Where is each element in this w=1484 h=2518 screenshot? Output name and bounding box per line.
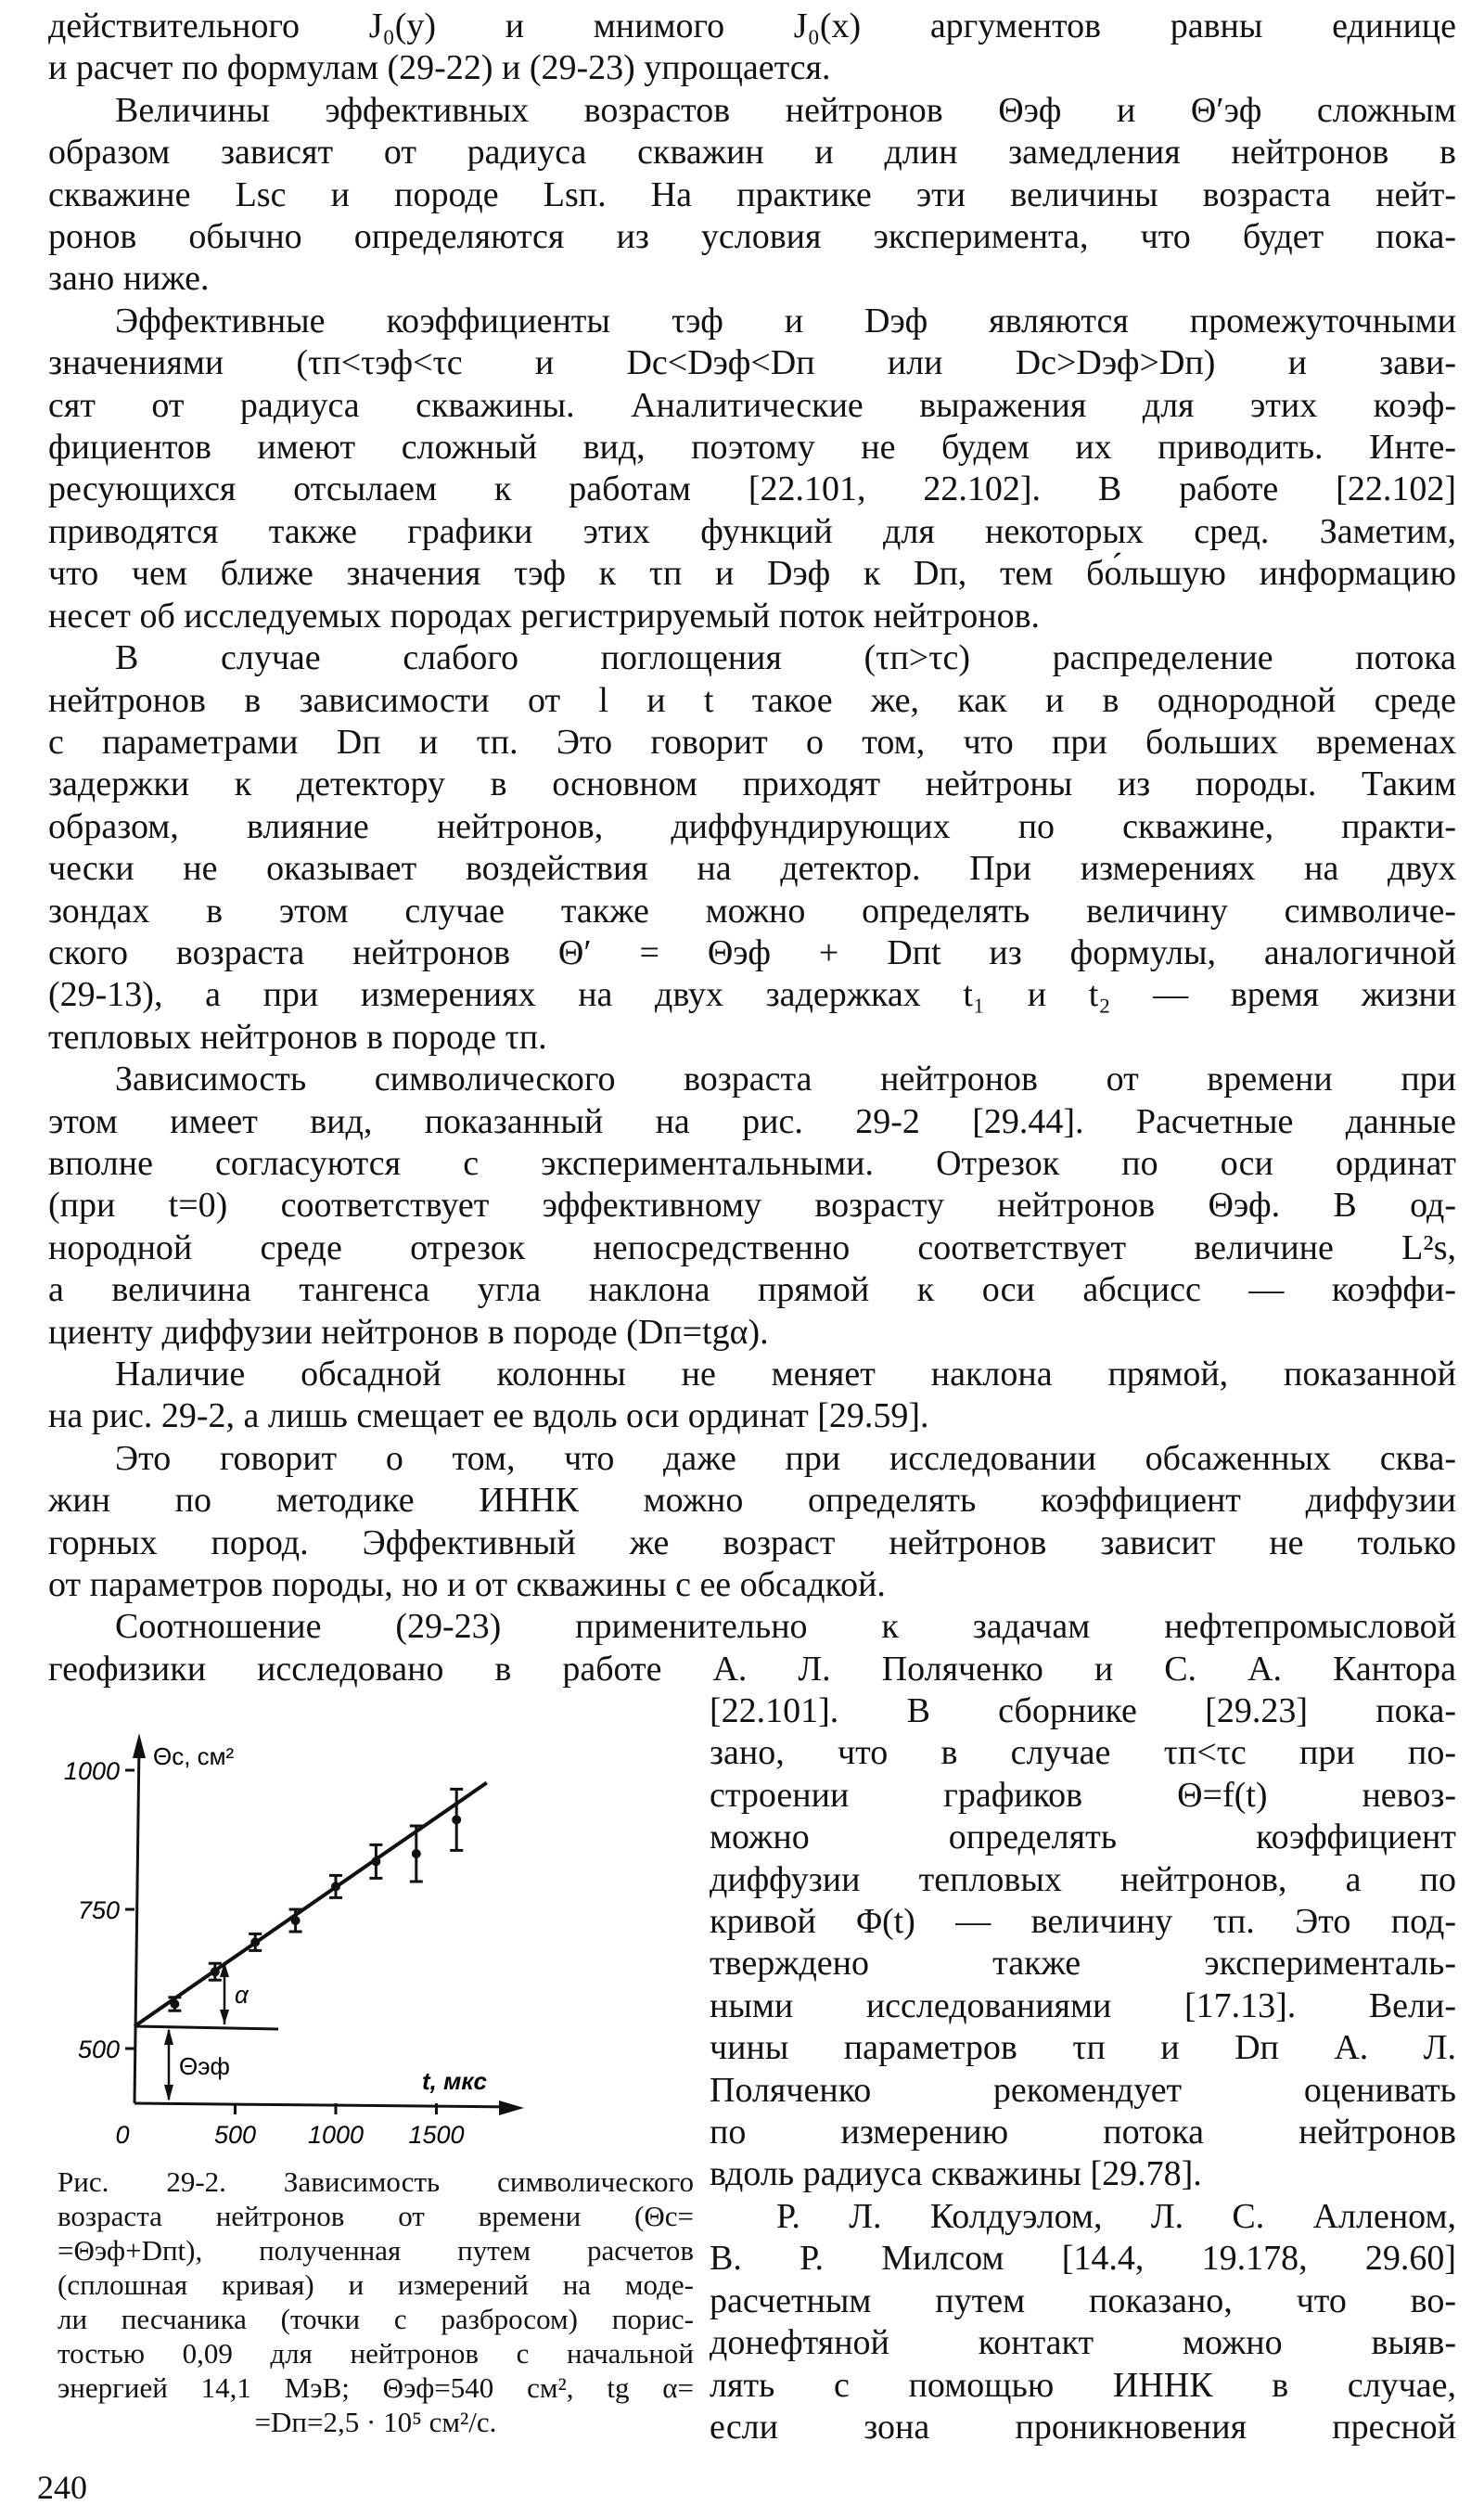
right-column-text [710, 1690, 1456, 2448]
text-line: скважине Lsc и породе Lsп. На практике эти величины возраста нейт- [48, 174, 1456, 214]
text-line: зано, что в случае τп<τс при по- [710, 1733, 1456, 1773]
text-line: этом имеет вид, показанный на рис. 29-2 [29.44]. Расчетные данные [48, 1101, 1456, 1141]
arrow-down-icon [220, 2010, 229, 2024]
fit-line [134, 1783, 487, 2027]
text-line: донефтяной контакт можно выяв- [710, 2323, 1456, 2363]
caption-line: энергией 14,1 МэВ; Θэф=540 см², tg α= [58, 2371, 694, 2404]
caption-line: ли песчаника (точки с разбросом) порис- [58, 2303, 694, 2335]
text-line: сят от радиуса скважины. Аналитические выражения для этих коэф- [48, 385, 1456, 425]
text-line: образом, влияние нейтронов, диффундирующих по скважине, практи- [48, 806, 1456, 846]
text-line: с параметрами Dп и τп. Это говорит о том, что при больших временах [48, 722, 1456, 762]
text-line: если зона проникновения пресной [710, 2407, 1456, 2447]
text-line: жин по методике ИННК можно определять коэффициент диффузии [48, 1481, 1456, 1521]
data-point [371, 1856, 380, 1866]
data-point [412, 1849, 421, 1858]
paragraph [48, 1438, 1456, 1607]
text-line: на рис. 29-2, а лишь смещает ее вдоль оси ординат [29.59]. [48, 1396, 929, 1436]
text-line: несет об исследуемых породах регистрируемый поток нейтронов. [48, 596, 1041, 636]
y-tick-label: 1000 [63, 1757, 120, 1785]
text-line: от параметров породы, но и от скважины с ее обсадкой. [48, 1565, 886, 1605]
text-line: кривой Φ(t) — величину τп. Это под- [710, 1902, 1456, 1942]
text-line: (29-13), а при измерениях на двух задержках t₁ и t₂ — время жизни [48, 975, 1456, 1015]
text-line: Поляченко рекомендует оценивать [710, 2070, 1456, 2110]
caption-line: (сплошная кривая) и измерений на моде- [58, 2268, 694, 2301]
x-tick-label: 1000 [307, 2121, 365, 2149]
paragraph [48, 1059, 1456, 1354]
data-point [250, 1937, 260, 1946]
text-line: вдоль радиуса скважины [29.78]. [710, 2154, 1202, 2194]
y-axis [134, 1744, 139, 2103]
text-line: ского возраста нейтронов Θ′ = Θэф + Dпt из формулы, аналогичной [48, 932, 1456, 972]
x-tick-label: 1500 [408, 2121, 465, 2149]
paragraph [48, 301, 1456, 637]
text-line: расчетным путем показано, что во- [710, 2280, 1456, 2320]
data-point [211, 1967, 220, 1976]
caption-line: =Θэф+Dпt), полученная путем расчетов [58, 2234, 694, 2267]
data-point [291, 1916, 301, 1925]
text-line: Это говорит о том, что даже при исследовании обсаженных сква- [115, 1438, 1456, 1478]
text-line: ными исследованиями [17.13]. Вели- [710, 1985, 1456, 2025]
alpha-label: α [235, 1981, 249, 2009]
arrow-down-icon [164, 2085, 173, 2101]
main-text [48, 6, 1456, 1690]
text-line: Величины эффективных возрастов нейтронов Θэф и Θ′эф сложным [115, 90, 1456, 130]
data-point [170, 1999, 179, 2009]
text-line: значениями (τп<τэф<τс и Dс<Dэф<Dп или Dс>Dэф>Dп) и зави- [48, 343, 1456, 383]
paragraph [48, 6, 1456, 90]
y-tick-label: 750 [77, 1896, 120, 1924]
text-line: строении графиков Θ=f(t) невоз- [710, 1775, 1456, 1815]
page-number: 240 [37, 2469, 87, 2506]
data-point [331, 1882, 340, 1891]
text-line: Зависимость символического возраста нейтронов от времени при [115, 1060, 1456, 1099]
text-line: горных пород. Эффективный же возраст нейтронов зависит не только [48, 1522, 1456, 1562]
paragraph [48, 1354, 1456, 1438]
text-line: ресующихся отсылаем к работам [22.101, 22.102]. В работе [22.102] [48, 469, 1456, 509]
figure-29-2-chart [56, 1707, 705, 2152]
data-point [452, 1815, 461, 1824]
y-axis-arrow [133, 1733, 146, 1758]
text-line: диффузии тепловых нейтронов, а по [710, 1859, 1456, 1899]
text-line: чески не оказывает воздействия на детектор. При измерениях на двух [48, 849, 1456, 889]
text-line: и расчет по формулам (29-22) и (29-23) упрощается. [48, 48, 831, 88]
x-axis [134, 2103, 515, 2107]
text-line: Эффективные коэффициенты τэф и Dэф являются промежуточными [115, 301, 1456, 340]
text-line: зано ниже. [48, 259, 210, 299]
text-line: вполне согласуются с экспериментальными. Отрезок по оси ординат [48, 1143, 1456, 1183]
text-line: нородной среде отрезок непосредственно соответствует величине L²s, [48, 1227, 1456, 1267]
text-line: чины параметров τп и Dп А. Л. [710, 2028, 1456, 2068]
text-line: Соотношение (29-23) применительно к задачам нефтепромысловой [115, 1607, 1456, 1647]
text-line: Р. Л. Колдуэлом, Л. С. Алленом, [776, 2196, 1456, 2236]
y-axis-label: Θс, см² [153, 1742, 235, 1770]
text-line: геофизики исследовано в работе А. Л. Поляченко и С. А. Кантора [48, 1649, 1456, 1689]
arrow-up-icon [164, 2028, 173, 2045]
text-line: циенту диффузии нейтронов в породе (Dп=tgα). [48, 1312, 769, 1352]
text-line: по измерению потока нейтронов [710, 2113, 1456, 2152]
paragraph [710, 2196, 1456, 2448]
text-line: ронов обычно определяются из условия эксперимента, что будет пока- [48, 217, 1456, 257]
x-tick-label: 0 [115, 2121, 130, 2149]
text-line: нейтронов в зависимости от l и t такое же, как и в однородной среде [48, 680, 1456, 720]
text-line: лять с помощью ИННК в случае, [710, 2365, 1456, 2405]
text-line: приводятся также графики этих функций для некоторых сред. Заметим, [48, 511, 1456, 551]
text-line: тепловых нейтронов в породе τп. [48, 1017, 547, 1057]
paragraph [48, 1606, 1456, 1690]
text-line: В. Р. Милсом [14.4, 19.178, 29.60] [710, 2239, 1456, 2279]
text-line: тверждено также эксперименталь- [710, 1944, 1456, 1984]
text-line: Наличие обсадной колонны не меняет наклона прямой, показанной [115, 1355, 1456, 1394]
y-tick-label: 500 [77, 2036, 120, 2063]
paragraph [710, 1690, 1456, 2196]
text-line: образом зависят от радиуса скважин и длин замедления нейтронов в [48, 133, 1456, 173]
x-tick-label: 500 [213, 2121, 257, 2149]
intercept-baseline [134, 2026, 278, 2029]
theta-eff-label: Θэф [179, 2052, 230, 2080]
text-line: В случае слабого поглощения (τп>τс) распределение потока [115, 638, 1456, 678]
paragraph [48, 90, 1456, 301]
figure-caption [58, 2165, 694, 2439]
caption-line: =Dп=2,5 · 10⁵ см²/с. [254, 2406, 497, 2438]
text-line: а величина тангенса угла наклона прямой к оси абсцисс — коэффи- [48, 1270, 1456, 1310]
text-line: зондах в этом случае также можно определять величину символиче- [48, 891, 1456, 931]
text-line: действительного J₀(y) и мнимого J₀(x) аргументов равны единице [48, 6, 1456, 45]
x-axis-label: t, мкс [422, 2067, 487, 2095]
text-line: что чем ближе значения τэф к τп и Dэф к Dп, тем бо́льшую информацию [48, 554, 1456, 594]
text-line: задержки к детектору в основном приходят нейтроны из породы. Таким [48, 764, 1456, 804]
caption-title-line: Рис. 29-2. Зависимость символического [58, 2165, 694, 2198]
text-line: можно определять коэффициент [710, 1818, 1456, 1857]
caption-line: тостью 0,09 для нейтронов с начальной [58, 2337, 694, 2370]
text-line: (при t=0) соответствует эффективному возрасту нейтронов Θэф. В од- [48, 1186, 1456, 1226]
text-line: [22.101]. В сборнике [29.23] пока- [710, 1691, 1456, 1730]
text-line: фициентов имеют сложный вид, поэтому не будем их приводить. Инте- [48, 428, 1456, 468]
caption-line: возраста нейтронов от времени (Θс= [58, 2200, 694, 2232]
x-axis-arrow [499, 2100, 524, 2115]
paragraph [48, 637, 1456, 1059]
